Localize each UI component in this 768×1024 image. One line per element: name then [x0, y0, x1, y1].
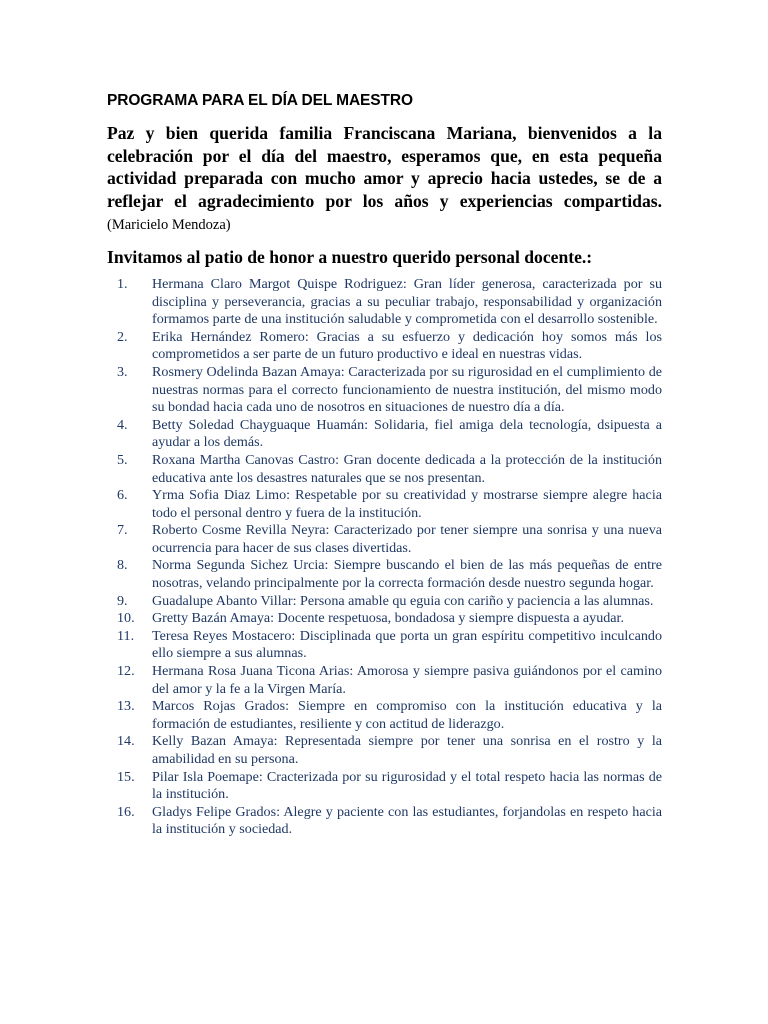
- list-item-number: 10.: [117, 610, 135, 627]
- list-item: [117, 275, 662, 329]
- list-item-number: 6.: [117, 487, 128, 504]
- list-item: [117, 698, 662, 733]
- list-item-number: 3.: [117, 363, 128, 380]
- list-item-number: 7.: [117, 522, 128, 539]
- list-item-text: Marcos Rojas Grados: Siempre en compromiso con la institución educativa y la formación de estudiantes, resiliente y con actitud de liderazgo.: [152, 698, 662, 732]
- list-item: [117, 627, 662, 663]
- list-item-number: 9.: [117, 592, 128, 609]
- list-item-text: Erika Hernández Romero: Gracias a su esfuerzo y dedicación hoy somos más los comprometidos a ser parte de un futuro productivo e ideal en nuestras vidas.: [152, 328, 662, 363]
- list-item: [117, 663, 662, 698]
- list-item: [117, 416, 662, 452]
- list-item-number: 13.: [117, 698, 135, 715]
- list-item-text: Rosmery Odelinda Bazan Amaya: Caracterizada por su rigurosidad en el cumplimiento de nuestras normas para el correcto funcionamiento de nuestra institución, del mismo modo su bondad hacia cada uno de nosotros en situaciones de nuestro día a día.: [152, 363, 662, 416]
- list-item: [117, 557, 662, 592]
- list-item-number: 14.: [117, 733, 135, 750]
- list-item-text: Gretty Bazán Amaya: Docente respetuosa, bondadosa y siempre dispuesta a ayudar.: [152, 610, 624, 627]
- list-item: [117, 733, 662, 768]
- invitation-heading: Invitamos al patio de honor a nuestro querido personal docente.:: [107, 246, 593, 267]
- list-item-text: Guadalupe Abanto Villar: Persona amable qu eguia con cariño y paciencia a las alumnas.: [152, 592, 654, 609]
- intro-text: Paz y bien querida familia Franciscana Mariana, bienvenidos a la celebración por el día del maestro, esperamos que, en esta pequeña actividad preparada con mucho amor y aprecio hacia ustedes, se de a reflejar el agradecimiento por los años y experiencias compartidas.: [107, 123, 662, 211]
- list-item: [117, 363, 662, 417]
- list-item-text: Roxana Martha Canovas Castro: Gran docente dedicada a la protección de la institución educativa ante los desastres naturales que se nos presentan.: [152, 451, 662, 486]
- list-item-text: Yrma Sofia Diaz Limo: Respetable por su creatividad y mostrarse siempre alegre hacia todo el personal dentro y fuera de la institución.: [152, 487, 662, 521]
- list-item-number: 1.: [117, 275, 128, 292]
- list-item-number: 15.: [117, 768, 135, 785]
- list-item-number: 11.: [117, 627, 135, 644]
- list-item: [117, 328, 662, 364]
- intro-author: (Maricielo Mendoza): [107, 217, 231, 234]
- list-item: [117, 451, 662, 487]
- list-item: [117, 803, 662, 839]
- list-item-number: 8.: [117, 557, 128, 574]
- list-item-text: Roberto Cosme Revilla Neyra: Caracterizado por tener siempre una sonrisa y una nueva ocurrencia para hacer de sus clases divertidas.: [152, 522, 662, 556]
- list-item-text: Pilar Isla Poemape: Cracterizada por su rigurosidad y el total respeto hacia las normas de la institución.: [152, 768, 662, 803]
- list-item-text: Teresa Reyes Mostacero: Disciplinada que porta un gran espíritu competitivo inculcando ello siempre a sus alumnas.: [152, 627, 662, 662]
- list-item-text: Norma Segunda Sichez Urcia: Siempre buscando el bien de las más pequeñas de entre nosotras, velando principalmente por la correcta formación desde nuestro segunda hogar.: [152, 557, 662, 592]
- list-item: [117, 522, 662, 557]
- list-item-number: 16.: [117, 803, 135, 820]
- list-item-number: 4.: [117, 416, 128, 433]
- list-item-number: 12.: [117, 663, 135, 680]
- staff-list: [107, 276, 662, 839]
- list-item-text: Hermana Claro Margot Quispe Rodriguez: Gran líder generosa, caracterizada por su disciplina y perseverancia, gracias a su peculiar trabajo, responsabilidad y organización formamos parte de una institución saludable y comprometida con el desarrollo sostenible.: [152, 275, 662, 328]
- list-item: [117, 487, 662, 522]
- list-item-number: 5.: [117, 451, 128, 468]
- list-item-text: Betty Soledad Chayguaque Huamán: Solidaria, fiel amiga dela tecnología, dsipuesta a ayudar a los demás.: [152, 416, 662, 451]
- list-item: [117, 592, 662, 611]
- document-title: PROGRAMA PARA EL DÍA DEL MAESTRO: [107, 92, 413, 109]
- list-item-text: Hermana Rosa Juana Ticona Arias: Amorosa y siempre pasiva guiándonos por el camino del amor y la fe a la Virgen María.: [152, 663, 662, 697]
- intro-paragraph: [107, 122, 662, 237]
- list-item: [117, 768, 662, 804]
- list-item-number: 2.: [117, 328, 128, 345]
- list-item-text: Gladys Felipe Grados: Alegre y paciente con las estudiantes, forjandolas en respeto hacia la institución y sociedad.: [152, 803, 662, 838]
- list-item-text: Kelly Bazan Amaya: Representada siempre por tener una sonrisa en el rostro y la amabilidad en su persona.: [152, 733, 662, 767]
- list-item: [117, 610, 662, 628]
